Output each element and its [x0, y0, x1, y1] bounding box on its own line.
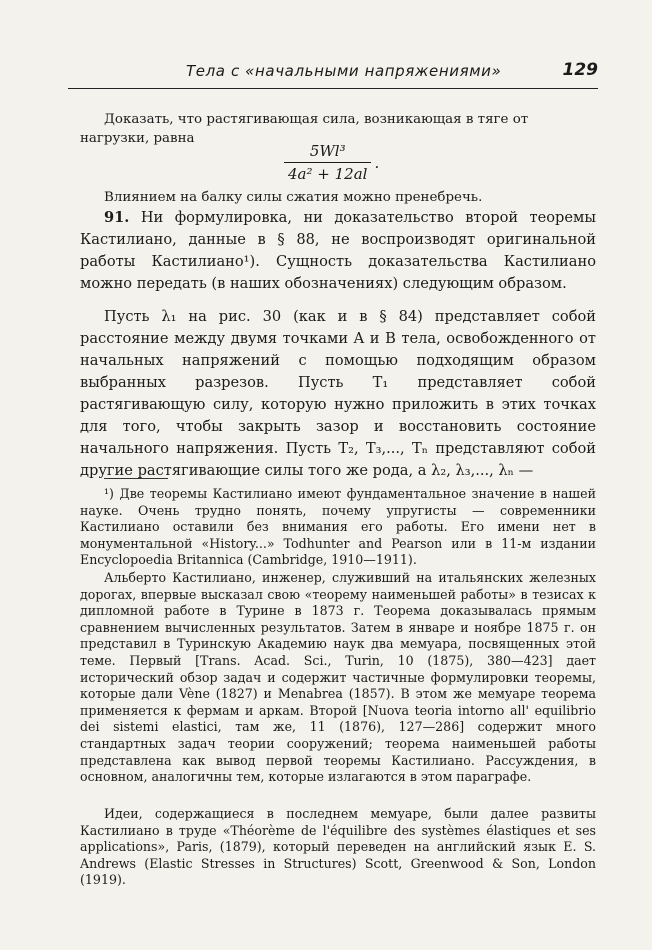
formula-fraction — [284, 142, 371, 183]
footnote-1 — [80, 486, 596, 569]
problem-text: Доказать, что растягивающая сила, возникающая в тяге от нагрузки, равна — [80, 112, 529, 146]
formula-numerator: 5Wl³ — [309, 142, 346, 160]
page-number: 129 — [562, 60, 598, 80]
footnote-2-text: Альберто Кастилиано, инженер, служивший на итальянских железных дорогах, впервые высказал свою «теорему наименьшей работы» в тезисах к дипломной работе в Турине в 1873 г. Теорема доказывалась прямым сравнением вычисленных результатов. Затем в январе и ноябре 1875 г. он представил в Туринскую Академию наук два мемуара, посвященных этой теме. Первый [Trans. Acad. Sci., Turin, 10 (1875), 380—423] дает исторический обзор задач и содержит частичные формулировки теоремы, которые дали Vène (1827) и Menabrea (1857). В этом же мемуаре теорема применяется к фермам и аркам. Второй [Nuova teoria intorno all' equilibrio dei sistemi elastici, там же, 11 (1876), 127—286] содержит много стандартных задач теории сооружений; теорема наименьшей работы представлена как вывод первой теоремы Кастилиано. Рассуждения, в основном, аналогичны тем, которые излагаются в этом параграфе. — [80, 570, 596, 785]
footnote-2 — [80, 570, 596, 786]
section-number: 91. — [104, 209, 130, 226]
footnote-1-text: ¹) Две теоремы Кастилиано имеют фундаментальное значение в нашей науке. Очень трудно понять, почему упругисты — современники Кастилиано оставили без внимания его работы. Его имени нет в монументальной «History...» Todhunter and Pearson или в 11-м издании Encyclopoedia Britannica (Cambridge, 1910—1911). — [80, 486, 596, 568]
footnote-separator — [104, 478, 168, 479]
section-paragraph-1: Ни формулировка, ни доказательство второй теоремы Кастилиано, данные в § 88, не воспроизводят оригинальной работы Кастилиано¹). Сущность доказательства Кастилиано можно передать (в наших обозначениях) следующим образом. — [80, 209, 596, 292]
section-paragraph-2: Пусть λ₁ на рис. 30 (как и в § 84) представляет собой расстояние между двумя точками A и B тела, освобожденного от начальных напряжений с помощью подходящим образом выбранных разрезов. Пусть T₁ представляет собой растягивающую силу, которую нужно приложить в этих точках для того, чтобы закрыть зазор и восстановить состояние начального напряжения. Пусть T₂, T₃,..., Tₙ представляют собой другие растягивающие силы того же рода, а λ₂, λ₃,..., λₙ — — [80, 308, 596, 479]
problem-note — [80, 188, 596, 207]
section-91-paragraph-2 — [80, 306, 596, 482]
formula-period: . — [374, 153, 380, 172]
formula — [284, 142, 379, 183]
section-91-paragraph-1 — [80, 207, 596, 295]
footnote-3 — [80, 806, 596, 889]
page-header — [68, 60, 598, 89]
formula-denominator: 4a² + 12al — [284, 162, 371, 183]
footnote-3-text: Идеи, содержащиеся в последнем мемуаре, были далее развиты Кастилиано в труде «Théorème de l'équilibre des systèmes élastiques et ses applications», Paris, (1879), который переведен на английский язык E. S. Andrews (Elastic Stresses in Structures) Scott, Greenwood & Son, London (1919). — [80, 806, 596, 888]
running-title: Тела с «начальными напряжениями» — [186, 62, 502, 80]
problem-note-text: Влиянием на балку силы сжатия можно пренебречь. — [104, 190, 483, 205]
